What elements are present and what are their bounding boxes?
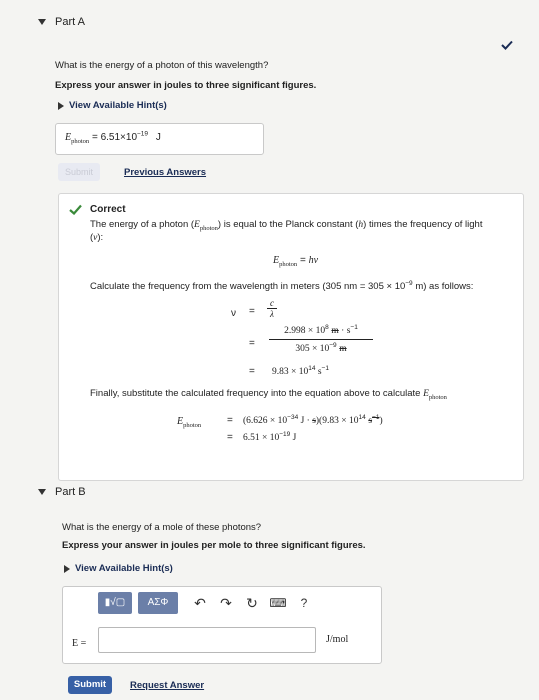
part-a-answer-box [55, 123, 264, 155]
lambda-symbol: λ [270, 309, 274, 319]
exp: −9 [405, 279, 413, 287]
calc-text: 6.51 × 10 [243, 433, 280, 443]
calc-text: ) [379, 416, 383, 426]
part-a-answer [65, 132, 161, 143]
E-symbol: E [177, 416, 184, 427]
exp: 14 [358, 413, 366, 421]
den-value: 305 × 10 [295, 344, 330, 354]
feedback-text: Calculate the frequency from the wavelength in meters (305 nm = 305 × 10 [90, 281, 406, 292]
expand-icon [64, 565, 70, 573]
equals: = [227, 432, 233, 443]
exp: 14 [308, 364, 316, 372]
part-b-question: What is the energy of a mole of these photons? [62, 522, 262, 533]
hint-label: View Available Hint(s) [69, 100, 167, 111]
energy-calc-line-2 [243, 432, 296, 443]
correct-check-icon [69, 204, 82, 215]
res-s: s [315, 367, 322, 377]
h-symbol: h [358, 220, 364, 230]
feedback-text: ): [97, 232, 104, 243]
exp: −9 [329, 341, 337, 349]
exp: 8 [325, 323, 329, 331]
answer-mantissa: 6.51×10 [100, 132, 138, 143]
equals: = [249, 366, 255, 377]
equals: = [249, 306, 255, 317]
E-subscript: photon [183, 422, 202, 429]
numerator [284, 325, 358, 339]
templates-button[interactable]: ▮√▢ [98, 592, 132, 614]
denominator [295, 340, 346, 354]
previous-answers-link[interactable]: Previous Answers [124, 167, 207, 178]
calc-text: J · [298, 416, 313, 426]
collapse-icon [38, 19, 46, 25]
calc-text: )(9.83 × 10 [315, 416, 359, 426]
res-value: 9.83 × 10 [272, 367, 309, 377]
answer-unit: J [155, 132, 161, 143]
exp: −34 [287, 413, 299, 421]
answer-exponent: −19 [137, 130, 149, 138]
hv: hν [308, 255, 319, 266]
equals: = [227, 415, 233, 426]
part-a-header[interactable] [38, 16, 85, 28]
feedback-text: m) as follows: [412, 281, 474, 292]
exp: −19 [279, 430, 291, 438]
cancelled-s-inv: s [368, 416, 373, 426]
num-value: 2.998 × 10 [284, 326, 326, 336]
greek-symbols-button[interactable]: ΑΣΦ [138, 592, 178, 614]
E-symbol: E [194, 220, 200, 230]
feedback-line-1 [90, 219, 482, 230]
E-subscript: photon [279, 261, 298, 268]
feedback-text: Finally, substitute the calculated frequency into the equation above to calculate [90, 388, 424, 399]
feedback-text: ) times the frequency of light [363, 219, 483, 230]
frequency-fraction [269, 325, 373, 354]
part-a-hint-toggle[interactable] [58, 100, 167, 111]
part-b-submit-button[interactable]: Submit [68, 676, 112, 694]
cancelled-s: s [312, 416, 316, 426]
nu-symbol: ν [93, 233, 98, 243]
undo-icon[interactable]: ↶ [194, 594, 206, 611]
E-subscript: photon [428, 393, 447, 401]
equals: = [249, 338, 255, 349]
exp: −1 [350, 323, 358, 331]
energy-calc-line-1 [243, 415, 383, 426]
unit-label: J/mol [326, 634, 349, 645]
E-symbol: E [423, 389, 429, 399]
answer-sub: photon [71, 138, 90, 145]
nu-symbol: ν [231, 308, 236, 319]
feedback-text: The energy of a photon ( [90, 219, 195, 230]
hint-label: View Available Hint(s) [75, 563, 173, 574]
feedback-panel [58, 193, 524, 481]
E-symbol: E [273, 255, 280, 266]
math-toolbar [98, 592, 314, 614]
cancelled-m: m [339, 344, 347, 354]
part-b-hint-toggle[interactable] [64, 563, 173, 574]
redo-icon[interactable]: ↷ [220, 594, 232, 611]
checkmark-icon [501, 40, 513, 50]
feedback-title: Correct [90, 204, 126, 215]
feedback-text: ) is equal to the Planck constant ( [217, 219, 359, 230]
cancelled-m: m [331, 326, 339, 336]
final-text [90, 388, 447, 399]
feedback-text: ( [90, 232, 94, 243]
c-symbol: c [270, 298, 274, 308]
E-subscript: photon [199, 224, 218, 232]
reset-icon[interactable]: ↻ [246, 594, 258, 611]
answer-var: E [65, 132, 72, 143]
part-a-instruction: Express your answer in joules to three significant figures. [55, 80, 317, 91]
equation-e-hv [273, 255, 318, 266]
num-s: · s [338, 326, 351, 336]
E-photon-label [177, 416, 201, 427]
collapse-icon [38, 489, 46, 495]
request-answer-link[interactable]: Request Answer [130, 680, 205, 691]
calc-text: (6.626 × 10 [243, 416, 288, 426]
E-input-label: E = [72, 638, 87, 649]
help-icon[interactable]: ? [300, 596, 308, 610]
part-a-submit-button[interactable]: Submit [58, 163, 100, 181]
expand-icon [58, 102, 64, 110]
feedback-line-2 [90, 232, 103, 243]
keyboard-icon[interactable]: ⌨ [269, 596, 287, 610]
part-b-header[interactable] [38, 486, 86, 498]
exp: −1 [321, 364, 329, 372]
part-b-instruction: Express your answer in joules per mole to three significant figures. [62, 540, 366, 551]
exp: −1 [372, 413, 380, 421]
calc-text: J [290, 433, 297, 443]
part-a-question: What is the energy of a photon of this wavelength? [55, 60, 269, 71]
frequency-result [272, 366, 329, 377]
equals: = [299, 255, 306, 266]
c-over-lambda [267, 298, 277, 319]
answer-eq: = [91, 132, 98, 143]
part-b-label: Part B [55, 486, 86, 498]
part-a-label: Part A [55, 16, 85, 28]
frequency-text [90, 281, 473, 292]
energy-per-mole-input[interactable] [98, 627, 316, 653]
